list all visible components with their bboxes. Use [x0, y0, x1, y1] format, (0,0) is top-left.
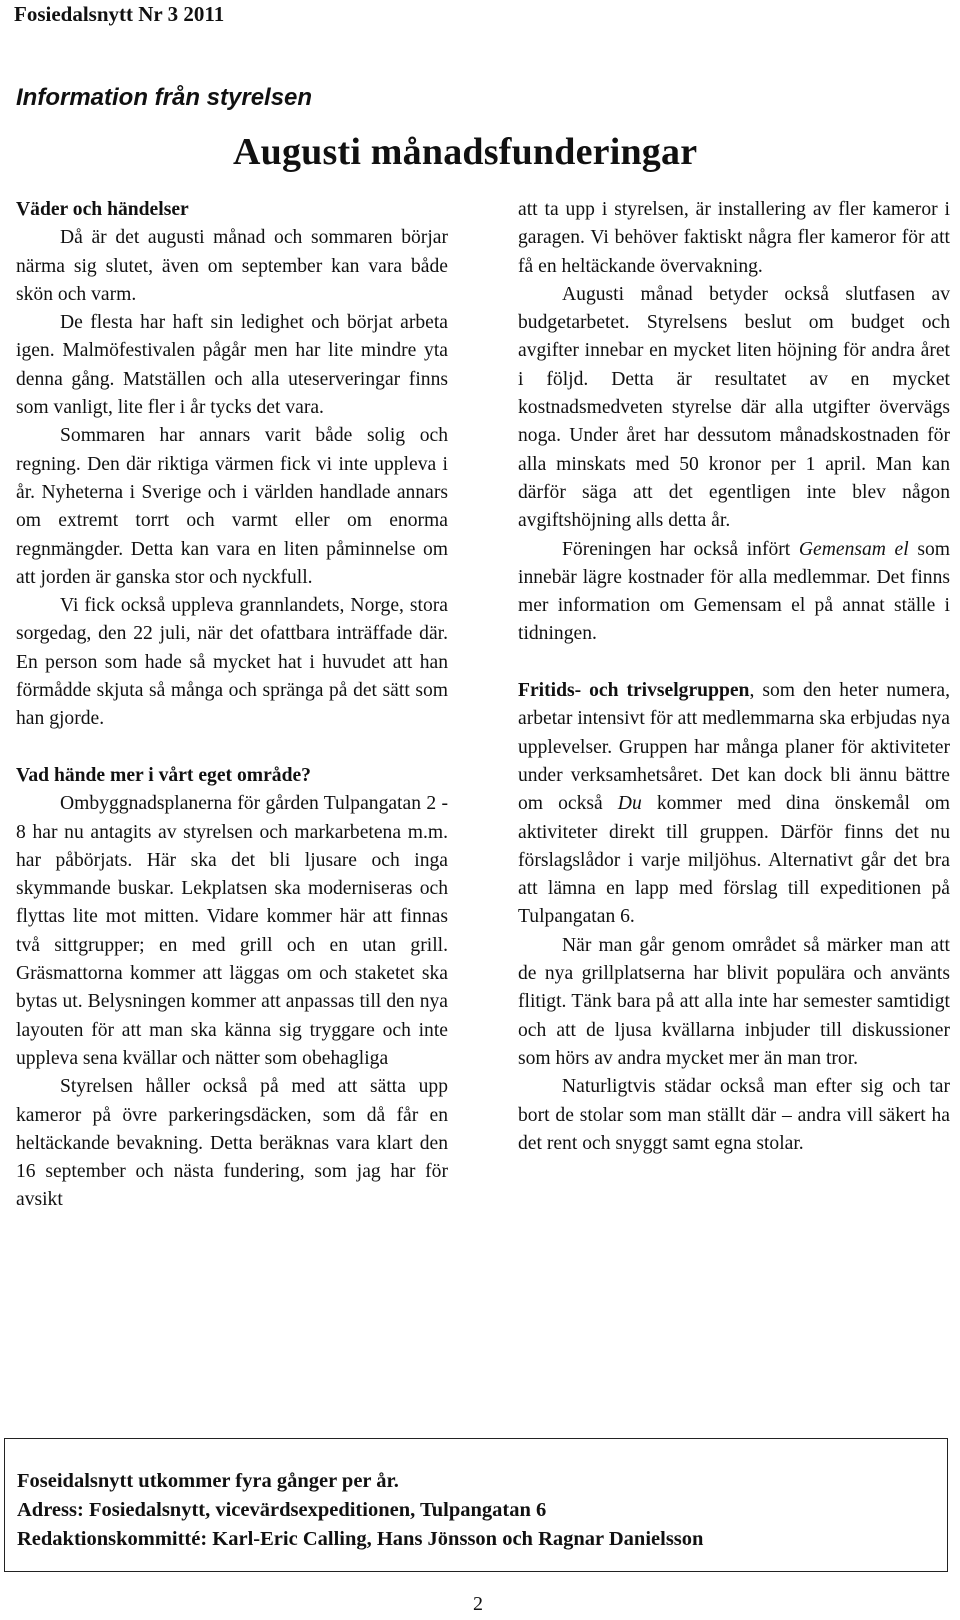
paragraph: Ombyggnadsplanerna för gården Tulpangatan 2 - 8 har nu antagits av styrelsen och markarbetena m.m. har påbörjats. Här ska det bli ljusare och inga skymmande buskar. Lekplatsen ska moderniseras och flyttas lite mot mitten. Vidare kommer här att finnas två sittgrupper; en med grill och en utan grill. Gräsmattorna kommer att läggas om och staketet ska bytas ut. Belysningen kommer att anpassas till den nya layouten för att man ska känna sig tryggare och inte uppleva sena kvällar och nätter som obehagliga	[16, 793, 448, 1069]
paragraph: Sommaren har annars varit både solig och regning. Den där riktiga värmen fick vi inte uppleva i år. Nyheterna i Sverige och i världen handlade annars om extremt torrt och varmt eller om enorma regnmängder. Detta kan vara en liten påminnelse om att jorden är ganska stor och nyckfull.	[16, 425, 448, 588]
heading-area: Vad hände mer i vårt eget område?	[16, 764, 311, 786]
left-column	[16, 196, 448, 1215]
heading-weather: Väder och händelser	[16, 199, 189, 220]
section-heading: Information från styrelsen	[16, 84, 313, 111]
paragraph: Vi fick också uppleva grannlandets, Norge, stora sorgedag, den 22 juli, när det ofattbara inträffade där. En person som hade så mycket hat i huvudet att han förmådde skjuta så många och spränga på det sätt som han gjorde.	[16, 595, 448, 730]
footer-line: Foseidalsnytt utkommer fyra gånger per år.	[17, 1470, 399, 1492]
text-run: som innebär lägre kostnader för alla medlemmar. Det finns mer information om Gemensam el på annat ställe i tidningen.	[518, 538, 950, 645]
emphasis-text: Gemensam el	[798, 538, 909, 560]
publication-header: Fosiedalsnytt Nr 3 2011	[14, 2, 225, 26]
paragraph	[518, 536, 950, 649]
footer-editorial: Redaktionskommitté: Karl-Eric Calling, Hans Jönsson och Ragnar Danielsson	[17, 1528, 704, 1550]
paragraph: Naturligtvis städar också man efter sig och tar bort de stolar som man ställt där – andra vill säkert ha det rent och snyggt samt egna stolar.	[518, 1076, 950, 1154]
paragraph	[518, 677, 950, 932]
paragraph: Styrelsen håller också på med att sätta upp kameror på övre parkeringsdäcken, som då får en heltäckande bevakning. Detta beräknas vara klart den 16 september och nästa fundering, som jag har för avsikt	[16, 1076, 448, 1211]
footer-box	[4, 1438, 948, 1572]
right-column	[518, 196, 950, 1158]
footer-address: Adress: Fosiedalsnytt, vicevärdsexpeditionen, Tulpangatan 6	[17, 1499, 547, 1521]
paragraph: De flesta har haft sin ledighet och börjat arbeta igen. Malmöfestivalen pågår men har lite mindre yta denna gång. Matställen och alla uteserveringar finns som vanligt, lite fler i år tycks det vara.	[16, 312, 448, 419]
paragraph: När man går genom området så märker man att de nya grillplatserna har blivit populära och använts flitigt. Tänk bara på att alla inte har semester samtidigt och att de ljusa kvällarna inbjuder till diskussioner som hörs av andra mycket mer än man tror.	[518, 934, 950, 1069]
bold-heading: Fritids- och trivselgruppen	[518, 680, 750, 702]
text-run: Föreningen har också infört	[562, 538, 791, 560]
spacer	[518, 649, 950, 677]
text-run: kommer med dina önskemål om aktiviteter direkt till gruppen. Därför finns det nu förslagslådor i varje miljöhus. Alternativt går det bra att lämna en lapp med förslag till expeditionen på Tulpangatan 6.	[518, 793, 950, 928]
paragraph: Då är det augusti månad och sommaren börjar närma sig slutet, även om september kan vara både skön och varm.	[16, 227, 448, 305]
spacer	[16, 734, 448, 762]
paragraph: Augusti månad betyder också slutfasen av budgetarbetet. Styrelsens beslut om budget och avgifter innebar en mycket liten höjning för andra året i följd. Detta är resultatet av en mycket kostnadsmedveten styrelse där alla utgifter övervägs noga. Under året har dessutom månadskostnaden för alla minskats med 50 kronor per 1 april. Man kan därför säga att det egentligen inte blev någon avgiftshöjning alls detta år.	[518, 283, 950, 532]
page-number: 2	[473, 1593, 483, 1615]
paragraph: att ta upp i styrelsen, är installering av fler kameror i garagen. Vi behöver faktiskt några fler kameror för att få en heltäckande övervakning.	[518, 199, 950, 277]
emphasis-text: Du	[617, 793, 642, 815]
text-run: , som den heter numera, arbetar intensivt för att medlemmarna ska erbjudas nya upplevelser. Gruppen har många planer för aktiviteter under verksamhetsåret. Det kan dock bli ännu bättre om också	[518, 680, 950, 815]
article-title: Augusti månadsfunderingar	[233, 131, 698, 173]
